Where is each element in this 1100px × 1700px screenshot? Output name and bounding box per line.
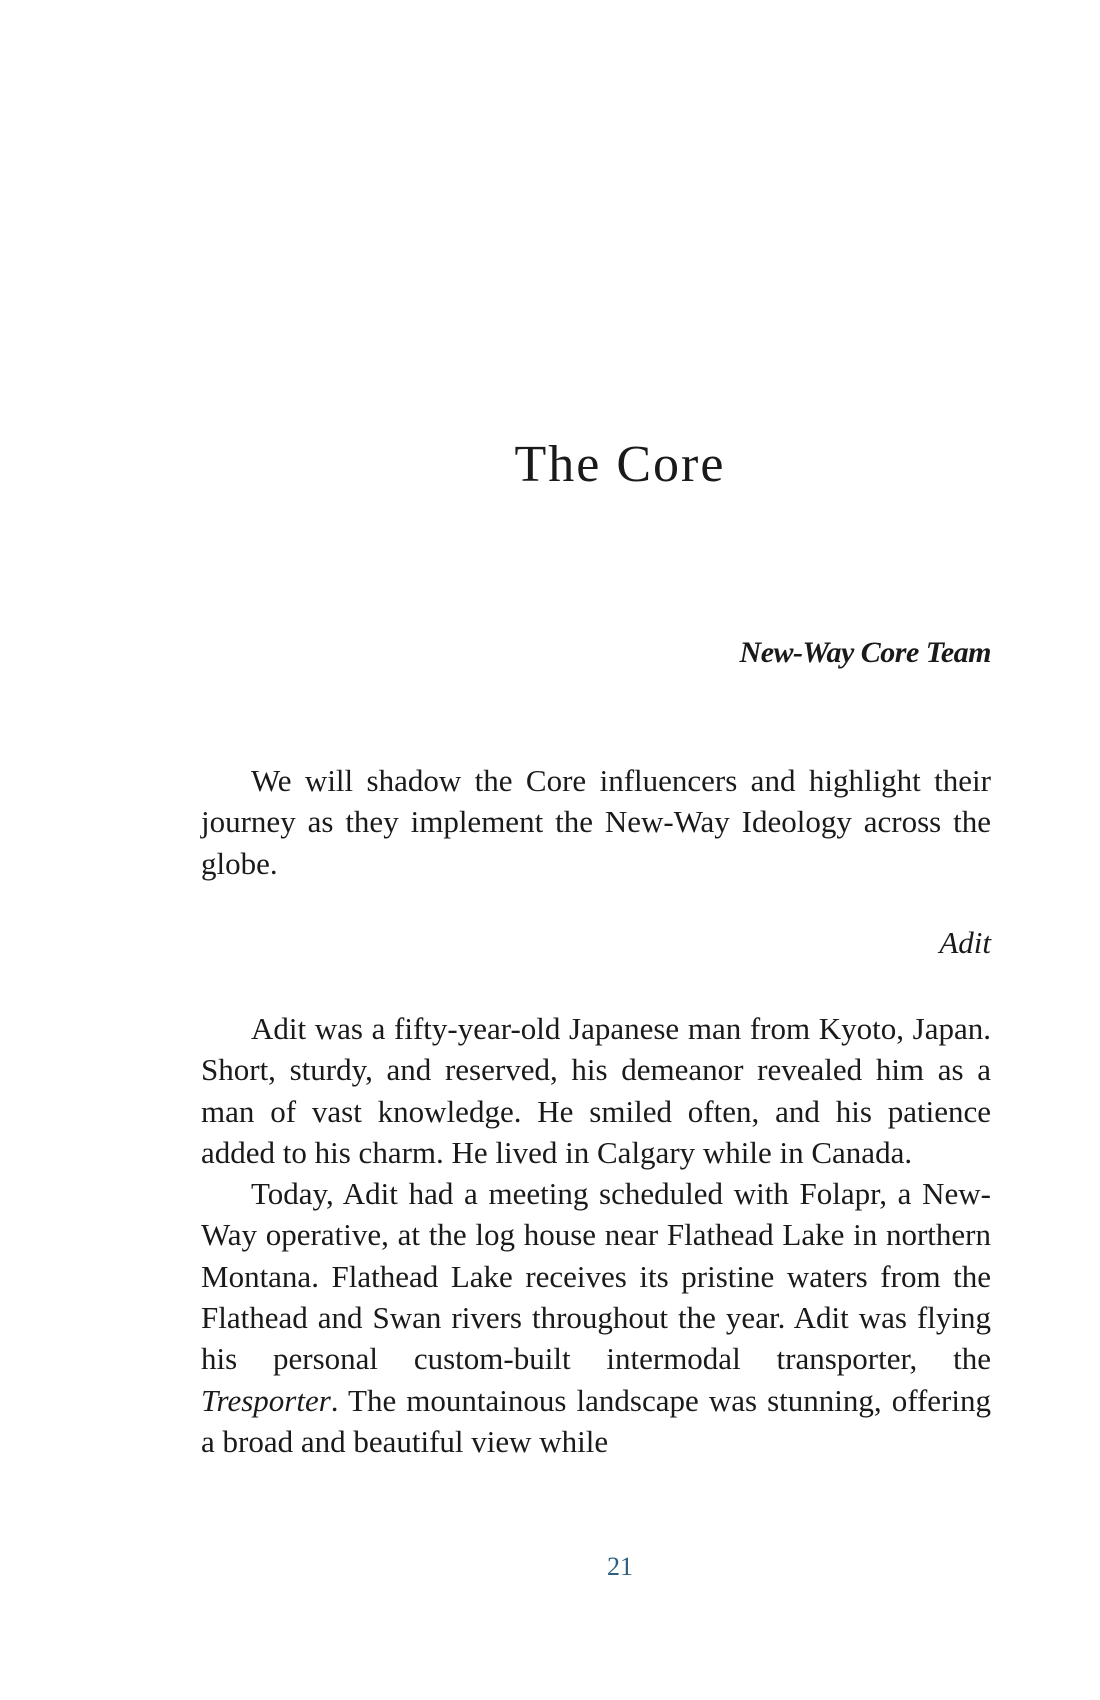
italic-term: Tresporter: [201, 1382, 331, 1418]
page-number: 21: [607, 1552, 633, 1581]
chapter-title: The Core: [514, 436, 726, 493]
body-text: [201, 1008, 991, 1462]
paragraph-text: Today, Adit had a meeting scheduled with Folapr, a New-Way operative, at the log house near Flathead Lake in northern Montana. Flathead Lake receives its pristine waters from the Flathead and Swan rivers throughout the year. Adit was flying his personal custom-built intermodal transporter, the: [201, 1176, 991, 1377]
subtitle: New-Way Core Team: [739, 636, 991, 669]
paragraph-text: . The mountainous landscape was stunning, offering a broad and beautiful view while: [201, 1382, 991, 1459]
section-heading: Adit: [939, 925, 991, 960]
paragraph: Adit was a fifty-year-old Japanese man from Kyoto, Japan. Short, sturdy, and reserved, his demeanor revealed him as a man of vast knowledge. He smiled often, and his patience added to his charm. He lived in Calgary while in Canada.: [201, 1011, 991, 1170]
paragraph: [201, 1173, 991, 1462]
intro-paragraph: We will shadow the Core influencers and highlight their journey as they implement the New-Way Ideology across the globe.: [201, 763, 991, 881]
